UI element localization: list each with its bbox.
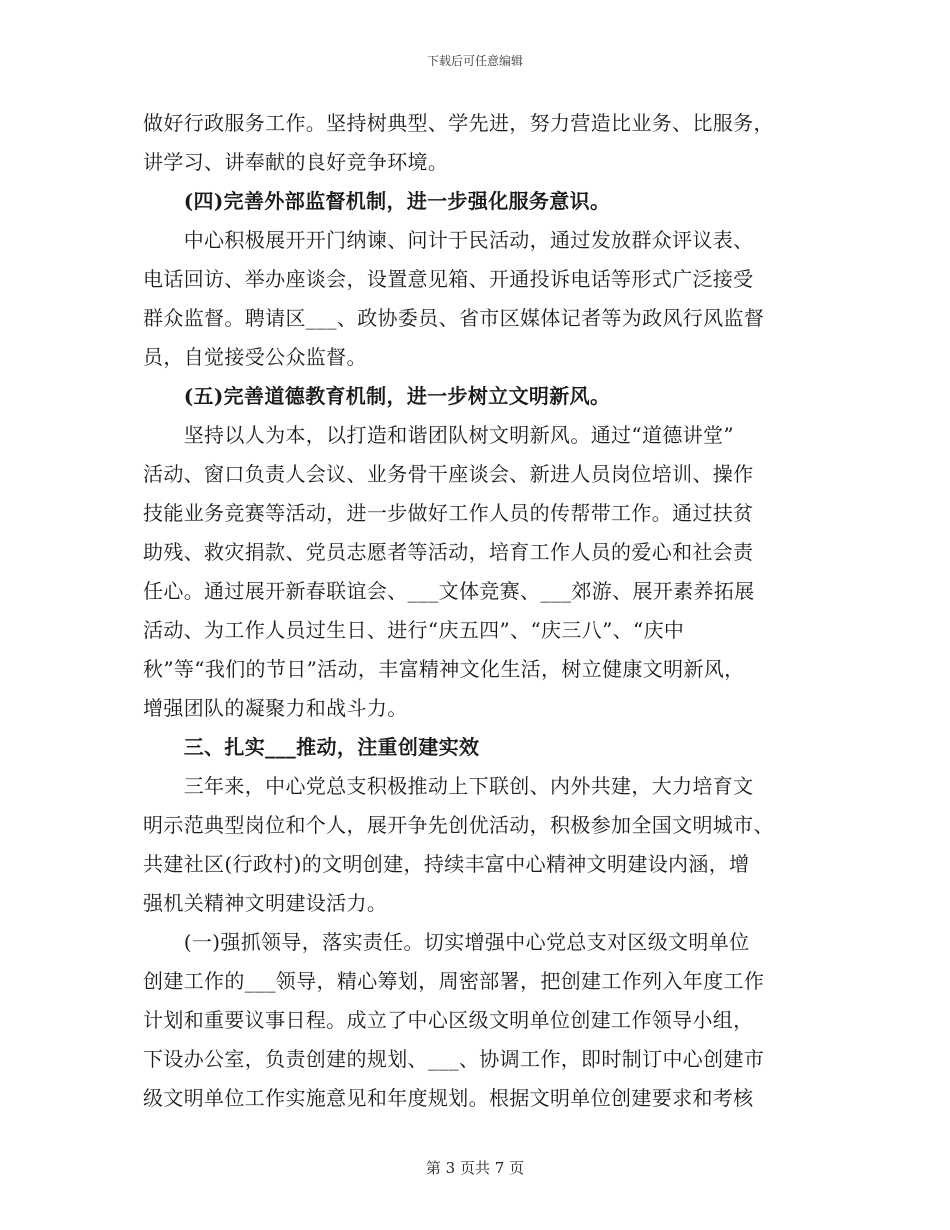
paragraph-line: 秋”等“我们的节日”活动，丰富精神文化生活，树立健康文明新风， [143, 657, 745, 681]
section-heading-line: (四)完善外部监督机制，进一步强化服务意识。 [143, 189, 611, 213]
paragraph-line: 坚持以人为本，以打造和谐团队树文明新风。通过“道德讲堂” [143, 423, 734, 447]
paragraph-line: 三年来，中心党总支积极推动上下联创、内外共建，大力培育文 [143, 774, 754, 798]
section-heading-line: (五)完善道德教育机制，进一步树立文明新风。 [143, 384, 611, 408]
paragraph-line: 助残、救灾捐款、党员志愿者等活动，培育工作人员的爱心和社会责 [143, 540, 754, 564]
paragraph-line: 技能业务竞赛等活动，进一步做好工作人员的传帮带工作。通过扶贫 [143, 501, 754, 525]
paragraph-line: 活动、为工作人员过生日、进行“庆五四”、“庆三八”、“庆中 [143, 618, 685, 642]
paragraph-line: 创建工作的___领导，精心筹划，周密部署，把创建工作列入年度工作 [143, 969, 765, 993]
paragraph-line: (一)强抓领导，落实责任。切实增强中心党总支对区级文明单位 [143, 930, 750, 954]
paragraph-line: 明示范典型岗位和个人，展开争先创优活动，积极参加全国文明城市、 [143, 813, 774, 837]
paragraph-line: 做好行政服务工作。坚持树典型、学先进，努力营造比业务、比服务， [143, 111, 774, 135]
paragraph-line: 讲学习、讲奉献的良好竞争环境。 [143, 150, 449, 174]
paragraph-line: 共建社区(行政村)的文明创建，持续丰富中心精神文明建设内涵，增 [143, 852, 750, 876]
page-header-note: 下载后可任意编辑 [426, 54, 523, 68]
document-body [143, 104, 807, 1118]
paragraph-line: 增强团队的凝聚力和战斗力。 [143, 696, 408, 720]
paragraph-line: 活动、窗口负责人会议、业务骨干座谈会、新进人员岗位培训、操作 [143, 462, 754, 486]
paragraph-line: 强机关精神文明建设活力。 [143, 891, 388, 915]
page-number: 第 3 页共 7 页 [425, 1159, 525, 1177]
paragraph-line: 群众监督。聘请区___、政协委员、省市区媒体记者等为政风行风监督 [143, 306, 765, 330]
paragraph-line: 员，自觉接受公众监督。 [143, 345, 367, 369]
section-heading-line: 三、扎实___推动，注重创建实效 [143, 735, 480, 759]
paragraph-line: 下设办公室，负责创建的规划、___、协调工作，即时制订中心创建市 [143, 1047, 765, 1071]
paragraph-line: 中心积极展开开门纳谏、问计于民活动，通过发放群众评议表、 [143, 228, 754, 252]
paragraph-line: 计划和重要议事日程。成立了中心区级文明单位创建工作领导小组， [143, 1008, 754, 1032]
paragraph-line: 任心。通过展开新春联谊会、___文体竞赛、___郊游、展开素养拓展 [143, 579, 755, 603]
paragraph-line: 电话回访、举办座谈会，设置意见箱、开通投诉电话等形式广泛接受 [143, 267, 754, 291]
paragraph-line: 级文明单位工作实施意见和年度规划。根据文明单位创建要求和考核 [143, 1086, 754, 1110]
